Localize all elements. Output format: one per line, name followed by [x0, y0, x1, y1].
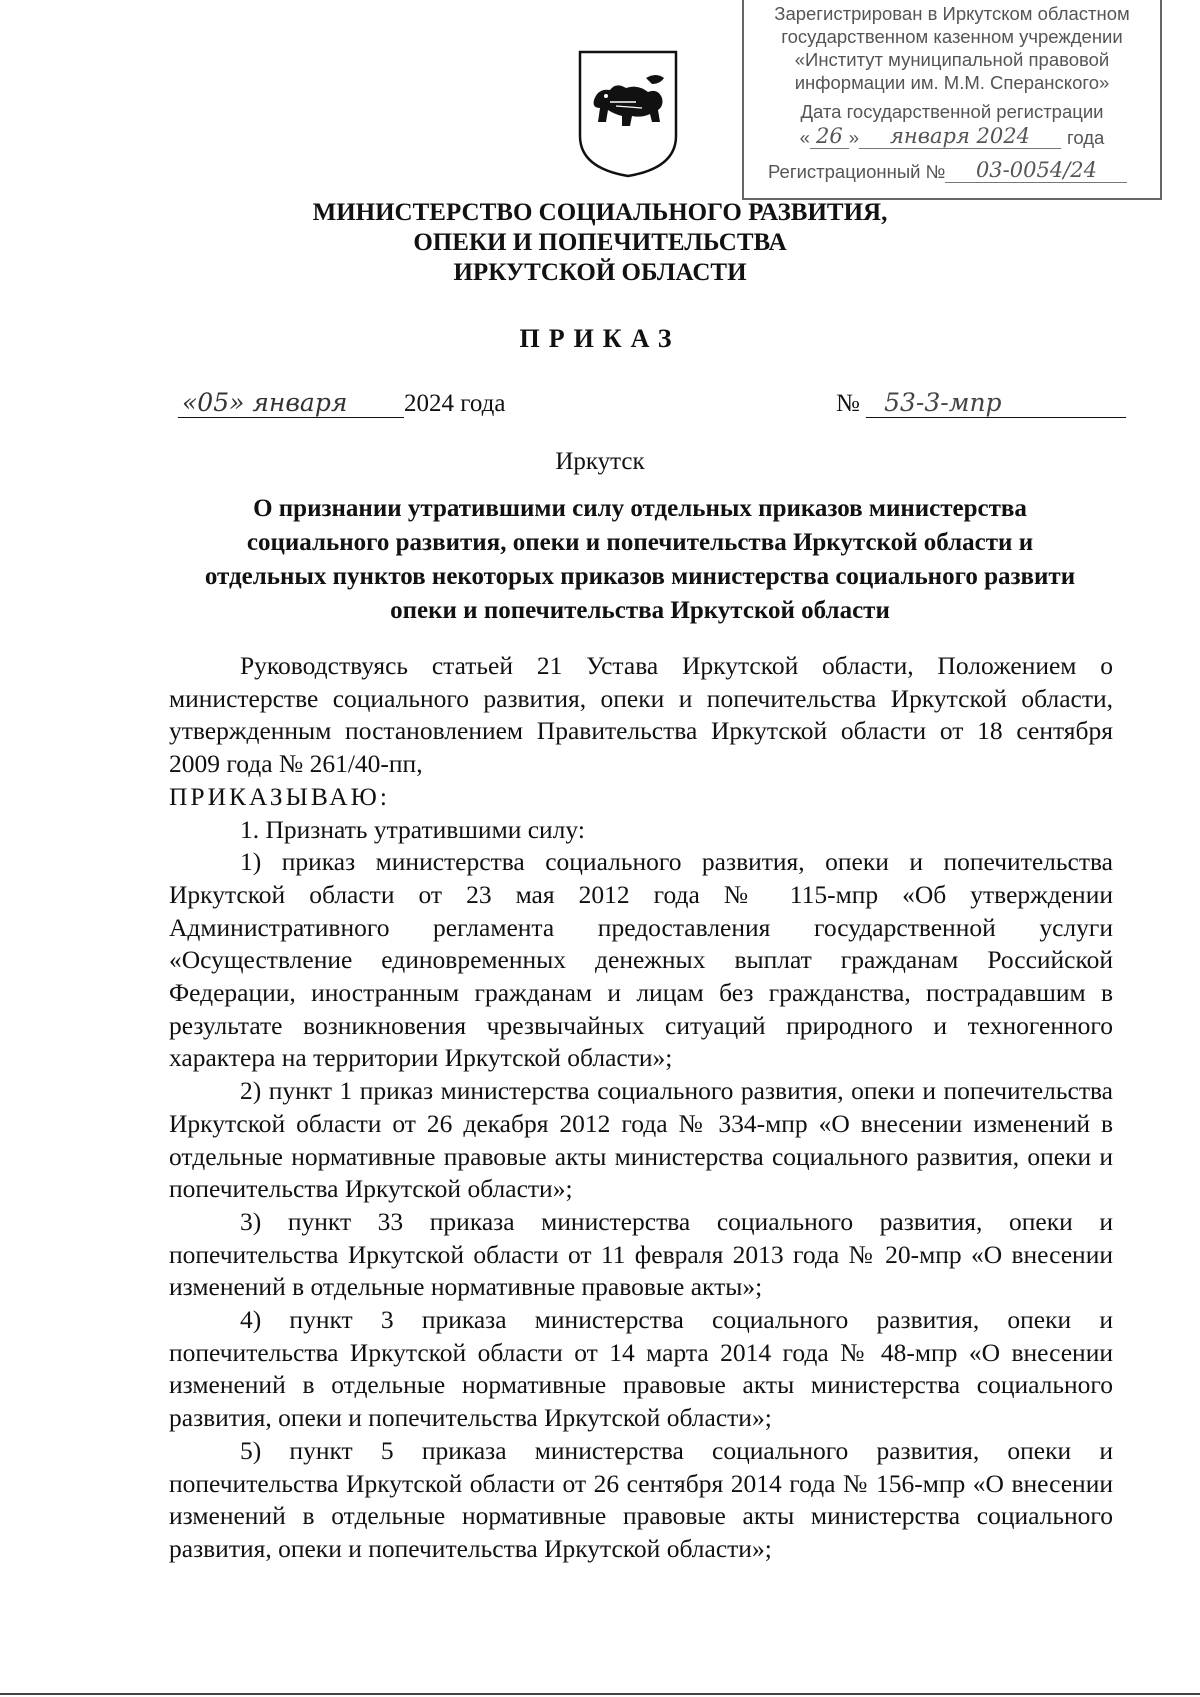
paragraph: 1) приказ министерства социального развития, опеки и попечительства Иркутской области от 23 мая 2012 года № 115-мпр «Об утверждении Административного регламента предоставления государственной услуги «Осуществление единовременных денежных выплат гражданам Российской Федерации, иностранным гражданам и лицам без гражданства, пострадавшим в результате возникновения чрезвычайных ситуаций природного и техногенного характера на территории Иркутской области»;	[169, 847, 1113, 1073]
paragraph: 5) пункт 5 приказа министерства социального развития, опеки и попечительства Иркутской области от 26 сентября 2014 года № 156-мпр «О внесении изменений в отдельные нормативные правовые акты министерства социального развития, опеки и попечительства Иркутской области»;	[169, 1435, 1113, 1563]
stamp-reg-number: 03-0054/24	[945, 159, 1127, 183]
order-date-year: 2024 года	[404, 390, 506, 417]
title-line: отдельных пунктов некоторых приказов министерства социального развити	[204, 563, 1076, 590]
order-date-handwritten: «05» января	[178, 388, 404, 418]
order-number-handwritten: 53-3-мпр	[866, 388, 1126, 418]
stamp-date-mid: »	[848, 127, 859, 148]
stamp-date-row	[744, 125, 1160, 149]
stamp-date-suffix: года	[1067, 127, 1105, 148]
order-number-label: №	[836, 390, 860, 417]
stamp-line: Дата государственной регистрации	[800, 101, 1104, 122]
ministry-heading	[0, 198, 1200, 288]
stamp-line: «Институт муниципальной правовой	[794, 49, 1110, 70]
paragraph: Руководствуясь статьей 21 Устава Иркутской области, Положением о министерстве социального развития, опеки и попечительства Иркутской области, утвержденным постановлением Правительства Иркутской области от 18 сентября 2009 года № 261/40-пп,	[169, 651, 1113, 779]
document-type: ПРИКАЗ	[519, 324, 681, 353]
paragraph: 4) пункт 3 приказа министерства социального развития, опеки и попечительства Иркутской области от 14 марта 2014 года № 48-мпр «О внесении изменений в отдельные нормативные правовые акты министерства социального развития, опеки и попечительства Иркутской области»;	[169, 1305, 1113, 1433]
paragraph: 1. Признать утратившими силу:	[240, 814, 585, 844]
stamp-date-day: 26	[810, 125, 849, 149]
ministry-line: ИРКУТСКОЙ ОБЛАСТИ	[453, 259, 747, 286]
stamp-line: государственном казенном учреждении	[781, 26, 1123, 47]
stamp-reg-label: Регистрационный №	[768, 161, 946, 182]
stamp-date-open: «	[799, 127, 810, 148]
stamp-line: информации им. М.М. Сперанского»	[794, 72, 1110, 93]
paragraph: 3) пункт 33 приказа министерства социального развития, опеки и попечительства Иркутской области от 11 февраля 2013 года № 20-мпр «О внесении изменений в отдельные нормативные правовые акты»;	[169, 1206, 1113, 1302]
paragraph-order-word: ПРИКАЗЫВАЮ:	[169, 781, 390, 811]
stamp-reg-row	[744, 159, 1160, 183]
order-body	[169, 650, 1113, 1566]
order-date	[178, 388, 505, 418]
title-line: социального развития, опеки и попечительства Иркутской области и	[246, 529, 1034, 556]
stamp-date-month-year: января 2024	[859, 125, 1061, 149]
order-number	[836, 388, 1126, 418]
city: Иркутск	[555, 448, 645, 475]
ministry-line: МИНИСТЕРСТВО СОЦИАЛЬНОГО РАЗВИТИЯ,	[312, 199, 888, 226]
scan-edge-divider	[0, 1693, 1200, 1695]
title-line: опеки и попечительства Иркутской области	[390, 597, 890, 624]
stamp-line: Зарегистрирован в Иркутском областном	[774, 3, 1130, 24]
title-line: О признании утратившими силу отдельных приказов министерства	[253, 495, 1027, 522]
order-title	[140, 492, 1140, 628]
registration-stamp	[742, 0, 1162, 200]
ministry-line: ОПЕКИ И ПОПЕЧИТЕЛЬСТВА	[413, 229, 787, 256]
coat-of-arms-icon	[576, 48, 680, 180]
paragraph: 2) пункт 1 приказ министерства социального развития, опеки и попечительства Иркутской области от 26 декабря 2012 года № 334-мпр «О внесении изменений в отдельные нормативные правовые акты министерства социального развития, опеки и попечительства Иркутской области»;	[169, 1076, 1113, 1204]
